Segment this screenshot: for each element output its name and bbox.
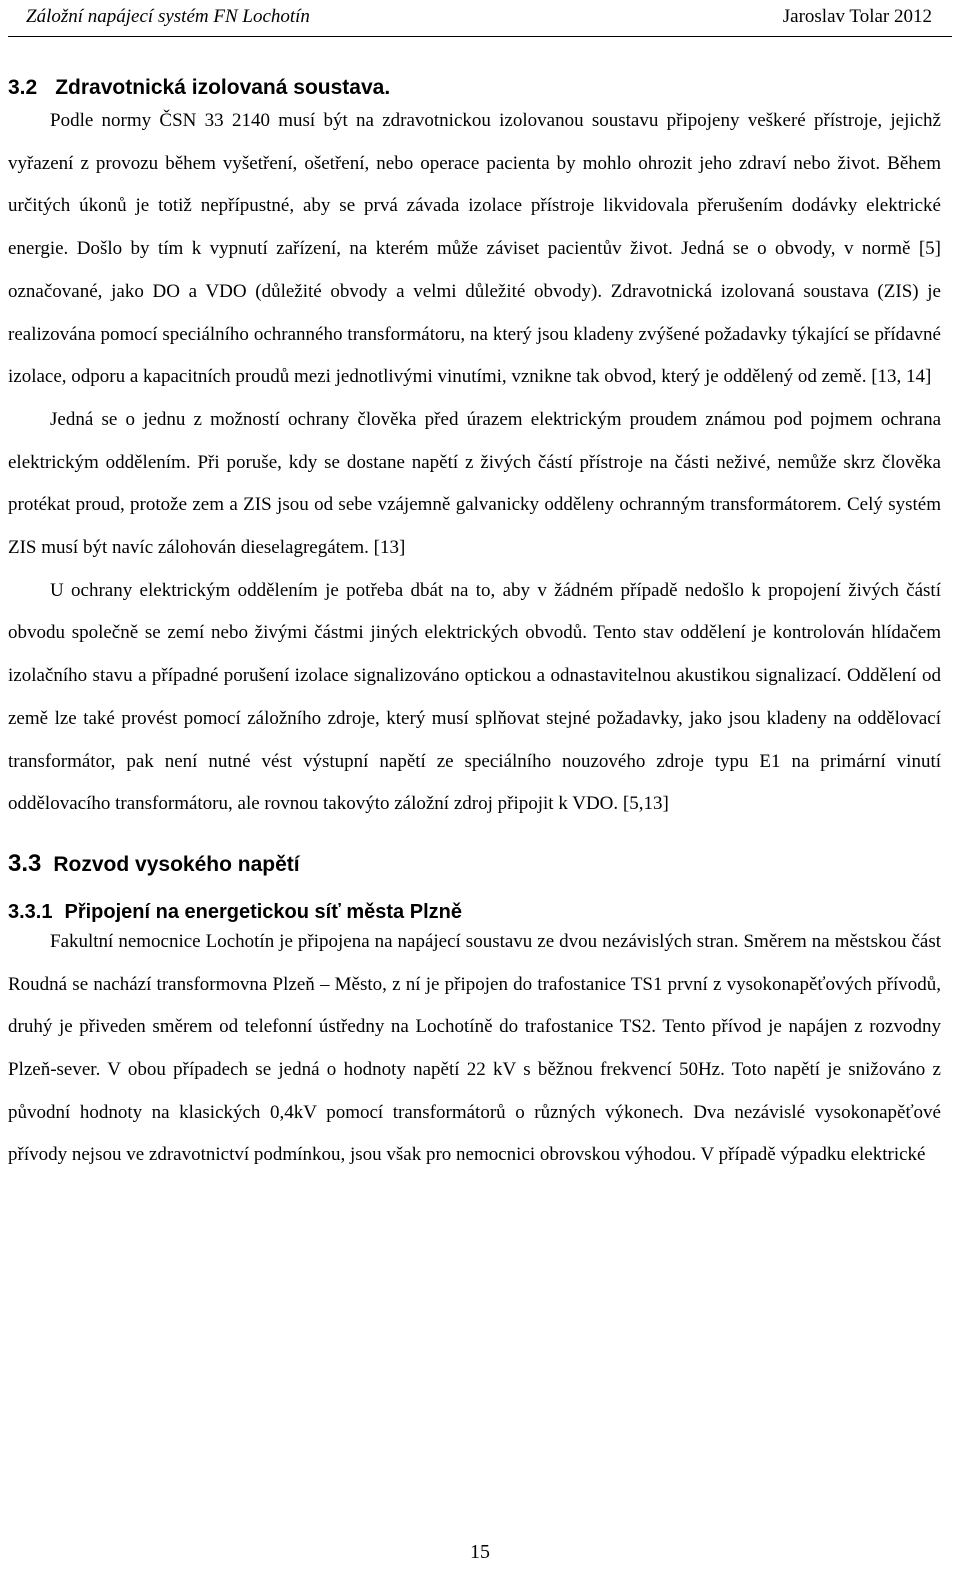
header-rule	[8, 36, 952, 37]
paragraph: Jedná se o jednu z možností ochrany člověka před úrazem elektrickým proudem známou pod pojmem ochrana elektrickým oddělením. Při poruše, kdy se dostane napětí z živých částí přístroje na části neživé, nemůže skrz člověka protékat proud, protože zem a ZIS jsou od sebe vzájemně galvanicky odděleny ochranným transformátorem. Celý systém ZIS musí být navíc zálohován dieselagregátem. [13]	[8, 408, 941, 559]
page-content	[8, 72, 941, 1177]
section-title: Připojení na energetickou síť města Plzně	[64, 900, 462, 923]
page-number: 15	[470, 1541, 490, 1563]
paragraph: U ochrany elektrickým oddělením je potřeba dbát na to, aby v žádném případě nedošlo k propojení živých částí obvodu společně se zemí nebo živými částmi jiných elektrických obvodů. Tento stav oddělení je kontrolován hlídačem izolačního stavu a případné porušení izolace signalizováno optickou a odnastavitelnou akustikou signalizací. Oddělení od země lze také provést pomocí záložního zdroje, který musí splňovat stejné požadavky, jako jsou kladeny na oddělovací transformátor, pak není nutné vést výstupní napětí ze speciálního nouzového zdroje typu E1 na primární vinutí oddělovacího transformátoru, ale rovnou takovýto záložní zdroj připojit k VDO. [5,13]	[8, 579, 941, 815]
section-number: 3.2	[8, 76, 38, 99]
section-number: 3.3	[8, 849, 42, 877]
section-title: Rozvod vysokého napětí	[53, 852, 300, 876]
paragraph: Podle normy ČSN 33 2140 musí být na zdravotnickou izolovanou soustavu připojeny veškeré přístroje, jejichž vyřazení z provozu během vyšetření, ošetření, nebo operace pacienta by mohlo ohrozit jeho zdraví nebo život. Během určitých úkonů je totiž nepřípustné, aby se prvá závada izolace přístroje likvidovala přerušením dodávky elektrické energie. Došlo by tím k vypnutí zařízení, na kterém může záviset pacientův život. Jedná se o obvody, v normě [5] označované, jako DO a VDO (důležité obvody a velmi důležité obvody). Zdravotnická izolovaná soustava (ZIS) je realizována pomocí speciálního ochranného transformátoru, na který jsou kladeny zvýšené požadavky týkající se přídavné izolace, odporu a kapacitních proudů mezi jednotlivými vinutími, vznikne tak obvod, který je oddělený od země. [13, 14]	[8, 110, 941, 388]
paragraph: Fakultní nemocnice Lochotín je připojena na napájecí soustavu ze dvou nezávislých stran. Směrem na městskou část Roudná se nachází transformovna Plzeň – Město, z ní je připojen do trafostanice TS1 první z vysokonapěťových přívodů, druhý je přiveden směrem od telefonní ústředny na Lochotíně do trafostanice TS2. Tento přívod je napájen z rozvodny Plzeň-sever. V obou případech se jedná o hodnoty napětí 22 kV s běžnou frekvencí 50Hz. Toto napětí je snižováno z původní hodnoty na klasických 0,4kV pomocí transformátorů o různých výkonech. Dva nezávislé vysokonapěťové přívody nejsou ve zdravotnictví podmínkou, jsou však pro nemocnici obrovskou výhodou. V případě výpadku elektrické	[8, 930, 941, 1166]
header-document-title: Záložní napájecí systém FN Lochotín	[26, 6, 310, 27]
section-3-3-heading	[8, 848, 941, 881]
header-author-year: Jaroslav Tolar 2012	[782, 6, 932, 27]
section-number: 3.3.1	[8, 900, 53, 923]
page-header	[0, 6, 960, 36]
section-title: Zdravotnická izolovaná soustava.	[55, 76, 391, 99]
